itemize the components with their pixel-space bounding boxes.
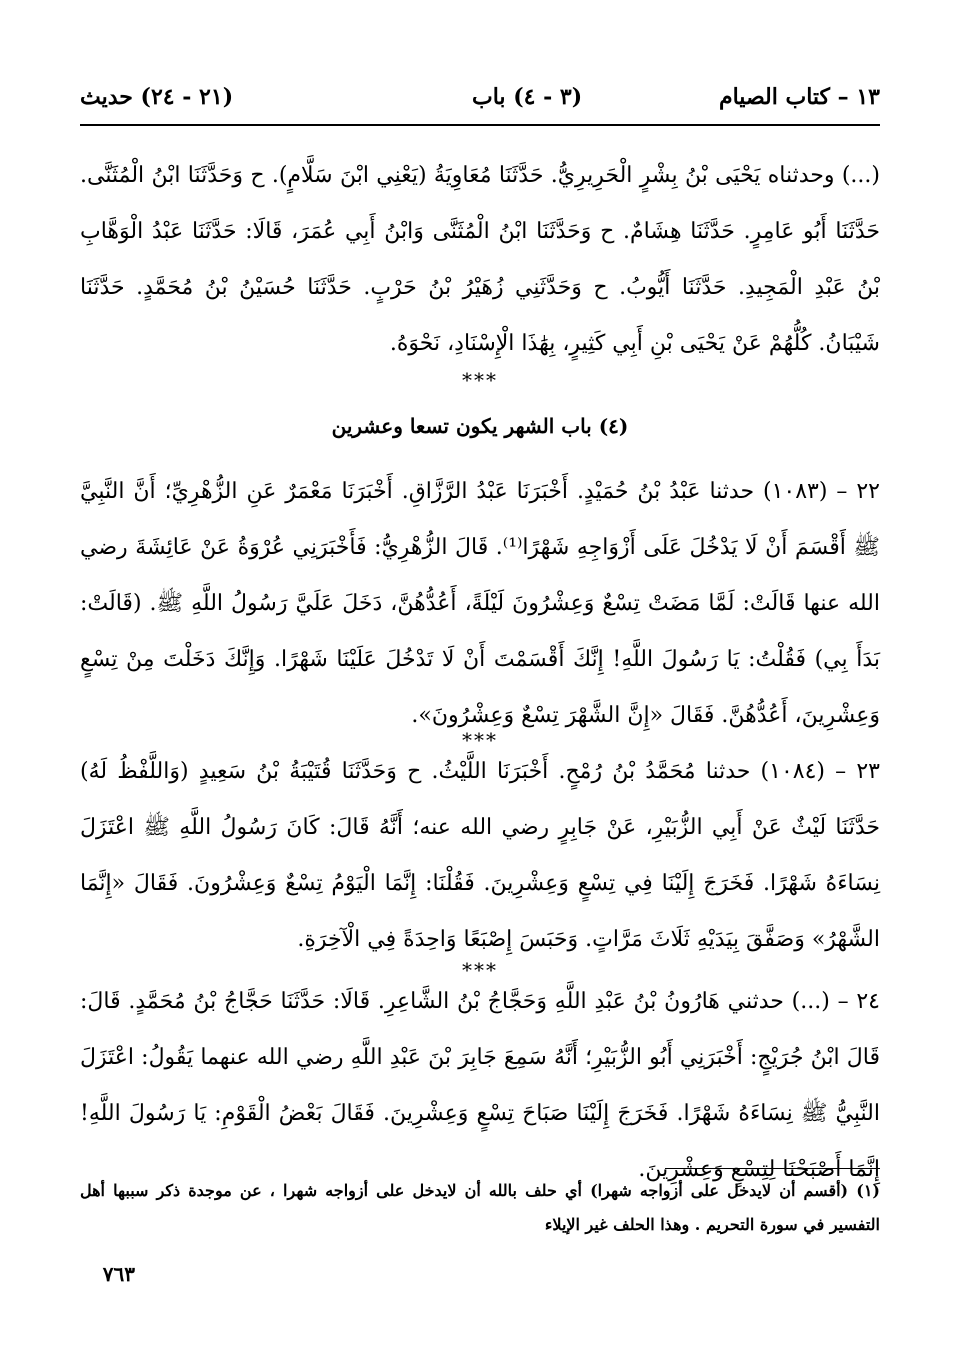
hadith-22: ٢٢ – (١٠٨٣) حدثنا عَبْدُ بْنُ حُمَيْدٍ. أَخْبَرَنَا عَبْدُ الرَّزَّاقِ. أَخْبَرَنَا مَعْمَرٌ عَنِ الزُّهْرِيِّ؛ أَنَّ النَّبِيَّ ﷺ أَقْسَمَ أَنْ لَا يَدْخُلَ عَلَى أَزْوَاجِهِ شَهْرًا⁽¹⁾. قَالَ الزُّهْرِيُّ: فَأَخْبَرَنِي عُرْوَةُ عَنْ عَائِشَةَ رضي الله عنها قَالَتْ: لَمَّا مَضَتْ تِسْعٌ وَعِشْرُونَ لَيْلَةً، أَعُدُّهُنَّ، دَخَلَ عَلَيَّ رَسُولُ اللَّهِ ﷺ. (قَالَتْ: بَدَأَ بِي) فَقُلْتُ: يَا رَسُولَ اللَّهِ! إِنَّكَ أَقْسَمْتَ أَنْ لَا تَدْخُلَ عَلَيْنَا شَهْرًا. وَإِنَّكَ دَخَلْتَ مِنْ تِسْعٍ وَعِشْرِينَ، أَعُدُّهُنَّ. فَقَالَ «إِنَّ الشَّهْرَ تِسْعٌ وَعِشْرُونَ».: [80, 479, 880, 728]
page-number: ٧٦٣: [102, 1262, 135, 1286]
footnote: (١) (أقسم أن لايدخل على أزواجه شهرا) أي حلف بالله أن لايدخل على أزواجه شهرا ، عن موجدة ذكر سببها أهل التفسير في سورة التحريم . وهذا الحلف غير الإيلاء: [80, 1181, 880, 1234]
running-header: [80, 82, 880, 118]
hadith-23: ٢٣ – (١٠٨٤) حدثنا مُحَمَّدُ بْنُ رُمْحٍ. أَخْبَرَنَا اللَّيْثُ. ح وَحَدَّثَنَا قُتَيْبَةُ بْنُ سَعِيدٍ (وَاللَّفْظُ لَهُ) حَدَّثَنَا لَيْثٌ عَنْ أَبِي الزُّبَيْرِ، عَنْ جَابِرٍ رضي الله عنه؛ أَنَّهُ قَالَ: كَانَ رَسُولُ اللَّهِ ﷺ اعْتَزَلَ نِسَاءَهُ شَهْرًا. فَخَرَجَ إِلَيْنَا فِي تِسْعٍ وَعِشْرِينَ. فَقُلْنَا: إِنَّمَا الْيَوْمُ تِسْعٌ وَعِشْرُونَ. فَقَالَ «إِنَّمَا الشَّهْرُ» وَصَفَّقَ بِيَدَيْهِ ثَلَاثَ مَرَّاتٍ. وَحَبَسَ إِصْبَعًا وَاحِدَةً فِي الْآخِرَةِ.: [80, 759, 880, 952]
separator-stars: ***: [462, 958, 498, 982]
chapter-heading: (٤) باب الشهر يكون تسعا وعشرين: [331, 414, 629, 438]
separator-stars: ***: [462, 728, 498, 752]
hadith-24: ٢٤ – (...) حدثني هَارُونُ بْنُ عَبْدِ اللَّهِ وَحَجَّاجُ بْنُ الشَّاعِرِ. قَالَا: حَدَّثَنَا حَجَّاجُ بْنُ مُحَمَّدٍ. قَالَ: قَالَ ابْنُ جُرَيْجٍ: أَخْبَرَنِي أَبُو الزُّبَيْرِ؛ أَنَّهُ سَمِعَ جَابِرَ بْنَ عَبْدِ اللَّهِ رضي الله عنهما يَقُولُ: اعْتَزَلَ النَّبِيُّ ﷺ نِسَاءَهُ شَهْرًا. فَخَرَجَ إِلَيْنَا صَبَاحَ تِسْعٍ وَعِشْرِينَ. فَقَالَ بَعْضُ الْقَوْمِ: يَا رَسُولَ اللَّهِ! إِنَّمَا أَصْبَحْنَا لِتِسْعٍ وَعِشْرِينَ.: [80, 989, 880, 1182]
header-hadith-range: (٢١ - ٢٤) حديث: [80, 84, 234, 110]
isnad-paragraph: (...) وحدثناه يَحْيَى بْنُ بِشْرٍ الْحَرِيرِيُّ. حَدَّثَنَا مُعَاوِيَةُ (يَعْنِي ابْنَ سَلَّامٍ). ح وَحَدَّثَنَا ابْنُ الْمُثَنَّى. حَدَّثَنَا أَبُو عَامِرٍ. حَدَّثَنَا هِشَامٌ. ح وَحَدَّثَنَا ابْنُ الْمُثَنَّى وَابْنُ أَبِي عُمَرَ، قَالَا: حَدَّثَنَا عَبْدُ الْوَهَّابِ بْنُ عَبْدِ الْمَجِيدِ. حَدَّثَنَا أَيُّوبُ. ح وَحَدَّثَنِي زُهَيْرُ بْنُ حَرْبٍ. حَدَّثَنَا حُسَيْنُ بْنُ مُحَمَّدٍ. حَدَّثَنَا شَيْبَانُ. كُلُّهُمْ عَنْ يَحْيَى بْنِ أَبِي كَثِيرٍ، بِهَٰذَا الْإِسْنَادِ، نَحْوَهُ.: [80, 163, 880, 356]
header-rule: [80, 124, 880, 126]
header-bab: (٣ - ٤) باب: [472, 84, 583, 110]
header-chapter: ١٣ – كتاب الصيام: [718, 84, 880, 110]
footnote-rule: [665, 1168, 880, 1169]
separator-stars: ***: [462, 368, 498, 392]
